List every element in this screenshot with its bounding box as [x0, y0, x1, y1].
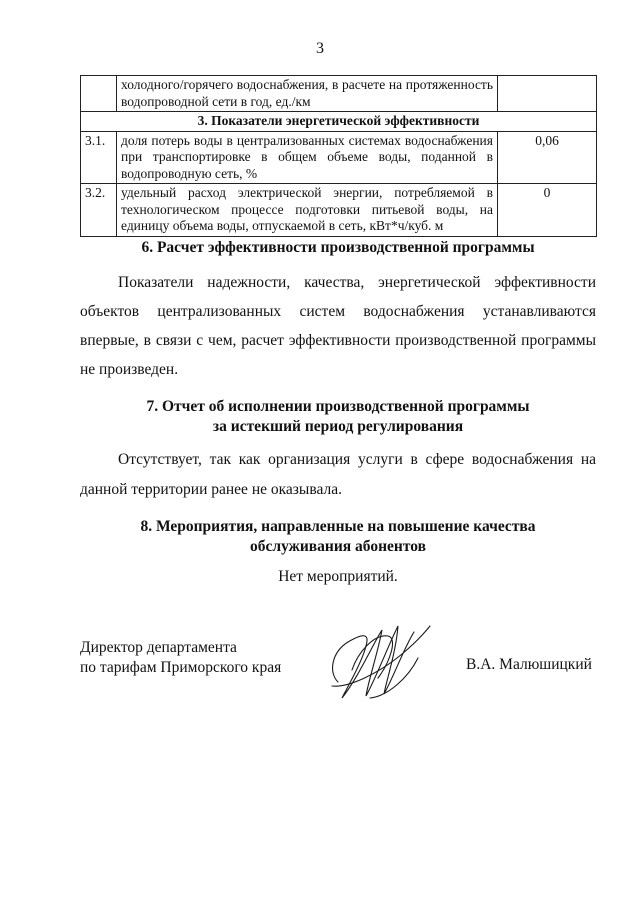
section-heading-line: 8. Мероприятия, направленные на повышение качества	[140, 518, 536, 535]
indicators-table	[80, 75, 597, 237]
table-row	[81, 131, 597, 184]
table-row	[81, 184, 597, 237]
row-number: 3.1.	[81, 131, 117, 184]
section-8	[80, 517, 596, 557]
row-description: удельный расход электрической энергии, потребляемой в технологическом процессе подготовки питьевой воды, на единицу объема воды, отпускаемой в сеть, кВт*ч/куб. м	[117, 184, 498, 237]
row-number	[81, 76, 117, 112]
section-paragraph: Отсутствует, так как организация услуги в сфере водоснабжения на данной территории ранее не оказывала.	[80, 451, 596, 498]
row-description: холодного/горячего водоснабжения, в расчете на протяженность водопроводной сети в год, ед./км	[117, 76, 498, 112]
row-number: 3.2.	[81, 184, 117, 237]
table-row	[81, 76, 597, 112]
section-paragraph: Нет мероприятий.	[278, 568, 398, 585]
signatory-title	[80, 638, 281, 678]
section-7	[80, 397, 596, 437]
page-number: 3	[316, 40, 324, 57]
section-6-body	[80, 268, 596, 384]
signatory-title-line: по тарифам Приморского края	[80, 659, 282, 676]
row-value: 0	[498, 184, 597, 237]
section-7-body	[80, 445, 596, 505]
row-value: 0,06	[498, 131, 597, 184]
table-section-row	[81, 112, 597, 132]
row-description: доля потерь воды в централизованных системах водоснабжения при транспортировке в общем объеме воды, поданной в водопроводную сеть, %	[117, 131, 498, 184]
table-section-title: 3. Показатели энергетической эффективности	[81, 112, 597, 132]
section-heading-line: 7. Отчет об исполнении производственной программы	[146, 398, 530, 415]
section-heading-line: за истекший период регулирования	[212, 418, 464, 435]
signatory-name: В.А. Малюшицкий	[466, 656, 592, 673]
section-6	[80, 238, 596, 258]
handwritten-signature	[318, 612, 438, 708]
section-paragraph: Показатели надежности, качества, энергетической эффективности объектов централизованных систем водоснабжения устанавливаются впервые, в связи с чем, расчет эффективности производственной программы не произведен.	[80, 274, 596, 378]
section-heading: 6. Расчет эффективности производственной программы	[141, 239, 535, 256]
section-8-body	[80, 568, 596, 586]
signatory-title-line: Директор департамента	[80, 639, 237, 656]
row-value	[498, 76, 597, 112]
section-heading-line: обслуживания абонентов	[250, 538, 426, 555]
